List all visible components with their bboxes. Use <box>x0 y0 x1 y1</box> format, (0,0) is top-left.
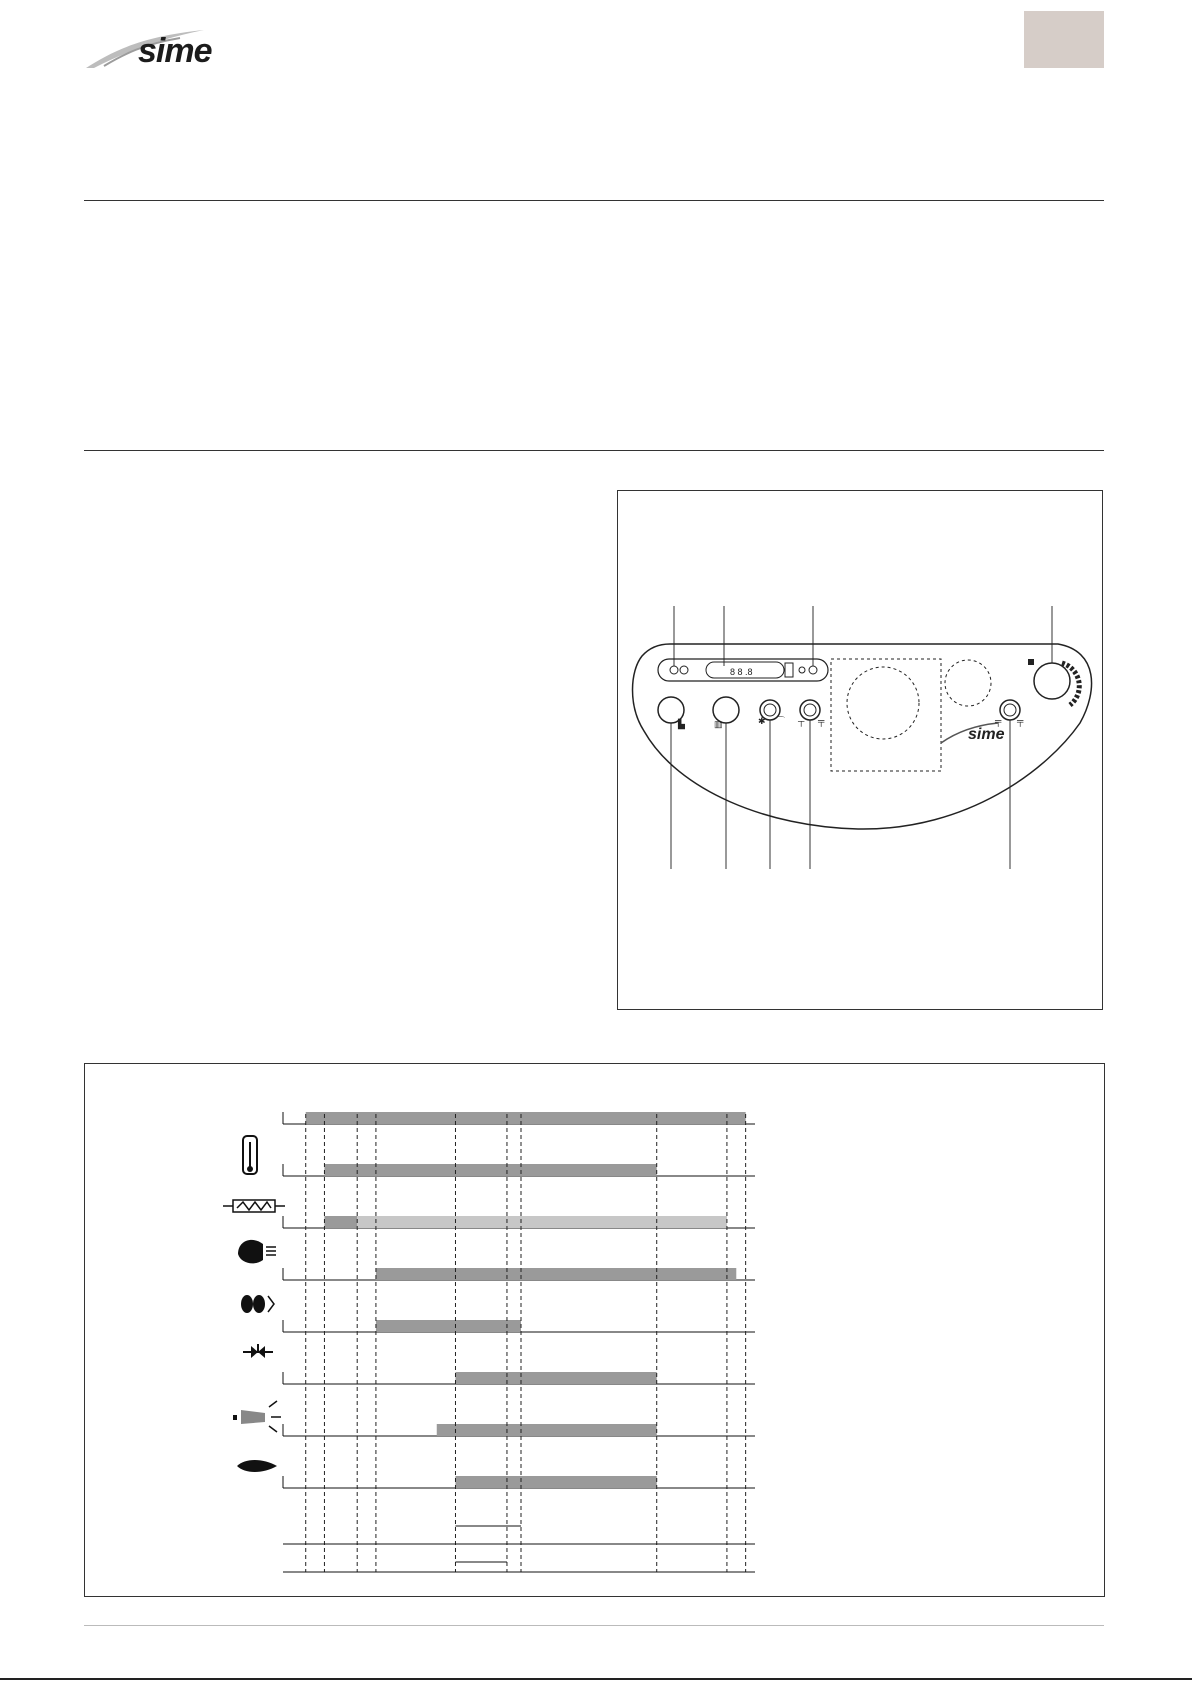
timing-bar <box>324 1164 656 1176</box>
timing-bar <box>306 1112 746 1124</box>
language-tab <box>1024 11 1104 68</box>
section-divider-top <box>84 200 1104 201</box>
panel-logo: sime <box>968 726 1005 743</box>
timing-bar <box>455 1424 656 1436</box>
timing-bar <box>376 1320 521 1332</box>
svg-text:▥: ▥ <box>714 719 723 729</box>
flame-sensor-icon <box>233 1401 281 1432</box>
timing-bar <box>455 1372 656 1384</box>
brand-name: sime <box>138 32 212 70</box>
flame-icon <box>237 1460 277 1472</box>
display-readout: 8 8 .8 <box>730 667 753 677</box>
indicator-led-left <box>670 666 678 674</box>
page-bottom-strip <box>0 1678 1192 1680</box>
fan-icon <box>238 1240 276 1263</box>
timing-diagram <box>85 1064 1106 1598</box>
ignition-transformer-icon <box>241 1295 274 1313</box>
svg-text:╤: ╤ <box>1017 716 1024 726</box>
timing-diagram-figure <box>84 1063 1105 1597</box>
solenoid-valve-icon <box>243 1344 273 1358</box>
timing-bar <box>357 1216 727 1228</box>
svg-text:▙: ▙ <box>678 719 685 729</box>
footer-divider <box>84 1625 1104 1626</box>
panel-outline <box>633 644 1092 829</box>
section-divider-middle <box>84 450 1104 451</box>
svg-text:┬: ┬ <box>798 716 805 726</box>
svg-text:✱: ✱ <box>758 716 766 726</box>
svg-text:╤: ╤ <box>995 716 1002 726</box>
control-panel-drawing <box>618 491 1104 1011</box>
sime-logo <box>84 20 234 72</box>
svg-text:╤: ╤ <box>818 716 825 726</box>
thermometer-icon <box>243 1136 257 1174</box>
selector-dial <box>1034 663 1070 699</box>
timing-bar <box>437 1424 456 1436</box>
control-panel-figure <box>617 490 1103 1010</box>
indicator-led-right <box>809 666 817 674</box>
timing-bar <box>376 1268 736 1280</box>
svg-text:⌒: ⌒ <box>776 716 786 726</box>
timing-bar <box>324 1216 357 1228</box>
timing-bar <box>455 1476 656 1488</box>
gauge-cutout <box>847 667 919 739</box>
heater-resistor-icon <box>223 1200 285 1212</box>
